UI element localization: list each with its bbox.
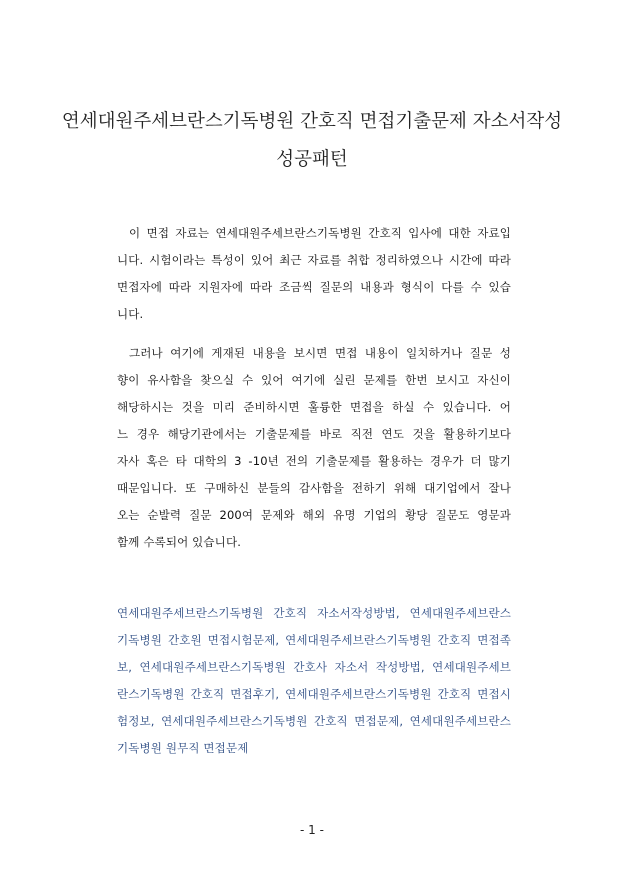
- paragraph-line: 오는 순발력 질문 200여 문제와 해외 유명 기업의 황당 질문도 영문과: [117, 508, 511, 522]
- page-number: - 1 -: [300, 823, 324, 837]
- keyword-list: [117, 600, 511, 762]
- keyword-line: 란스기독병원 간호직 면접후기, 연세대원주세브란스기독병원 간호직 면접시: [117, 687, 511, 701]
- keyword-line: 연세대원주세브란스기독병원 간호직 자소서작성방법, 연세대원주세브란스: [117, 606, 511, 620]
- title-line: 성공패턴: [276, 149, 348, 170]
- paragraph-line: 해당하시는 것을 미리 준비하시면 훌륭한 면접을 하실 수 있습니다. 어: [117, 400, 511, 414]
- paragraph-line: 그러나 여기에 게재된 내용을 보시면 면접 내용이 일치하거나 질문 성: [129, 346, 511, 360]
- paragraph-line: 니다.: [117, 307, 144, 321]
- intro-paragraph: [117, 220, 511, 328]
- paragraph-line: 함께 수록되어 있습니다.: [117, 535, 242, 549]
- paragraph-line: 면접자에 따라 지원자에 따라 조금씩 질문의 내용과 형식이 다를 수 있습: [117, 280, 511, 294]
- keyword-line: 보, 연세대원주세브란스기독병원 간호사 자소서 작성방법, 연세대원주세브: [117, 660, 511, 674]
- paragraph-line: 이 면접 자료는 연세대원주세브란스기독병원 간호직 입사에 대한 자료입: [129, 226, 511, 240]
- paragraph-line: 니다. 시험이라는 특성이 있어 최근 자료를 취합 정리하였으나 시간에 따라: [117, 253, 511, 267]
- paragraph-line: 향이 유사함을 찾으실 수 있어 여기에 실린 문제를 한번 보시고 자신이: [117, 373, 511, 387]
- document-title: [40, 103, 584, 179]
- keyword-line: 험정보, 연세대원주세브란스기독병원 간호직 면접문제, 연세대원주세브란스: [117, 714, 511, 728]
- paragraph-line: 자사 혹은 타 대학의 3 -10년 전의 기출문제를 활용하는 경우가 더 많기: [117, 454, 511, 468]
- keyword-line: 기독병원 원무직 면접문제: [117, 741, 249, 755]
- detail-paragraph: [117, 340, 511, 556]
- paragraph-line: 때문입니다. 또 구매하신 분들의 감사함을 전하기 위해 대기업에서 잘나: [117, 481, 511, 495]
- keyword-line: 기독병원 간호원 면접시험문제, 연세대원주세브란스기독병원 간호직 면접족: [117, 633, 511, 647]
- paragraph-line: 느 경우 해당기관에서는 기출문제를 바로 직전 연도 것을 활용하기보다: [117, 427, 511, 441]
- title-line: 연세대원주세브란스기독병원 간호직 면접기출문제 자소서작성: [61, 111, 563, 132]
